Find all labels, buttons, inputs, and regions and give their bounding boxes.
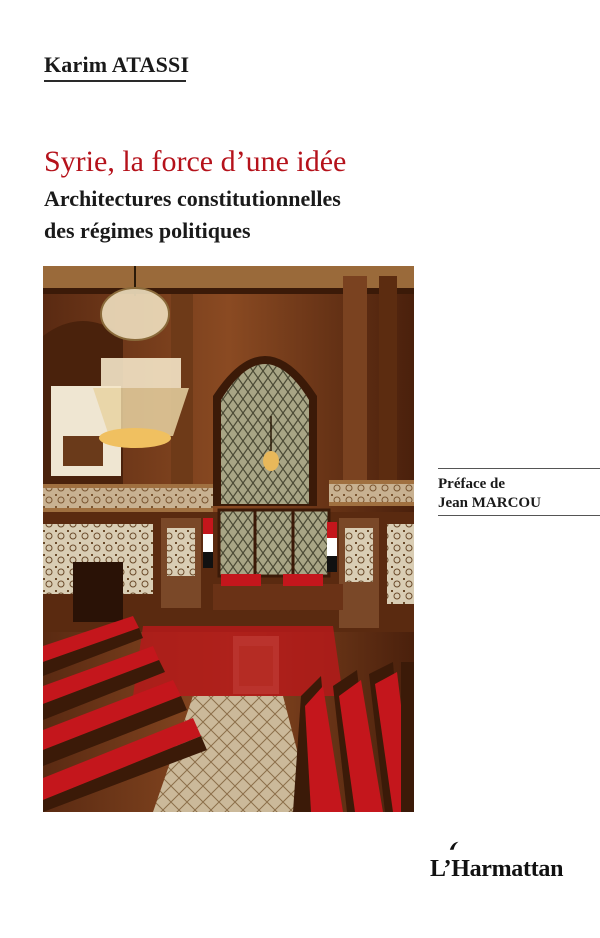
preface-author: Jean MARCOU	[438, 495, 541, 511]
preface-label: Préface de	[438, 476, 506, 492]
author-rule	[44, 80, 186, 82]
publisher-name: L’Harmattan	[430, 856, 564, 882]
cover-photo	[43, 266, 414, 812]
author-name: Karim ATASSI	[44, 52, 190, 77]
preface-rule-bottom	[438, 515, 600, 516]
book-subtitle-line2: des régimes politiques	[44, 218, 251, 243]
book-subtitle-line1: Architectures constitutionnelles	[44, 186, 341, 211]
parliament-chamber-photo	[43, 266, 414, 812]
book-title: Syrie, la force d’une idée	[44, 145, 347, 178]
preface-rule-top	[438, 468, 600, 469]
